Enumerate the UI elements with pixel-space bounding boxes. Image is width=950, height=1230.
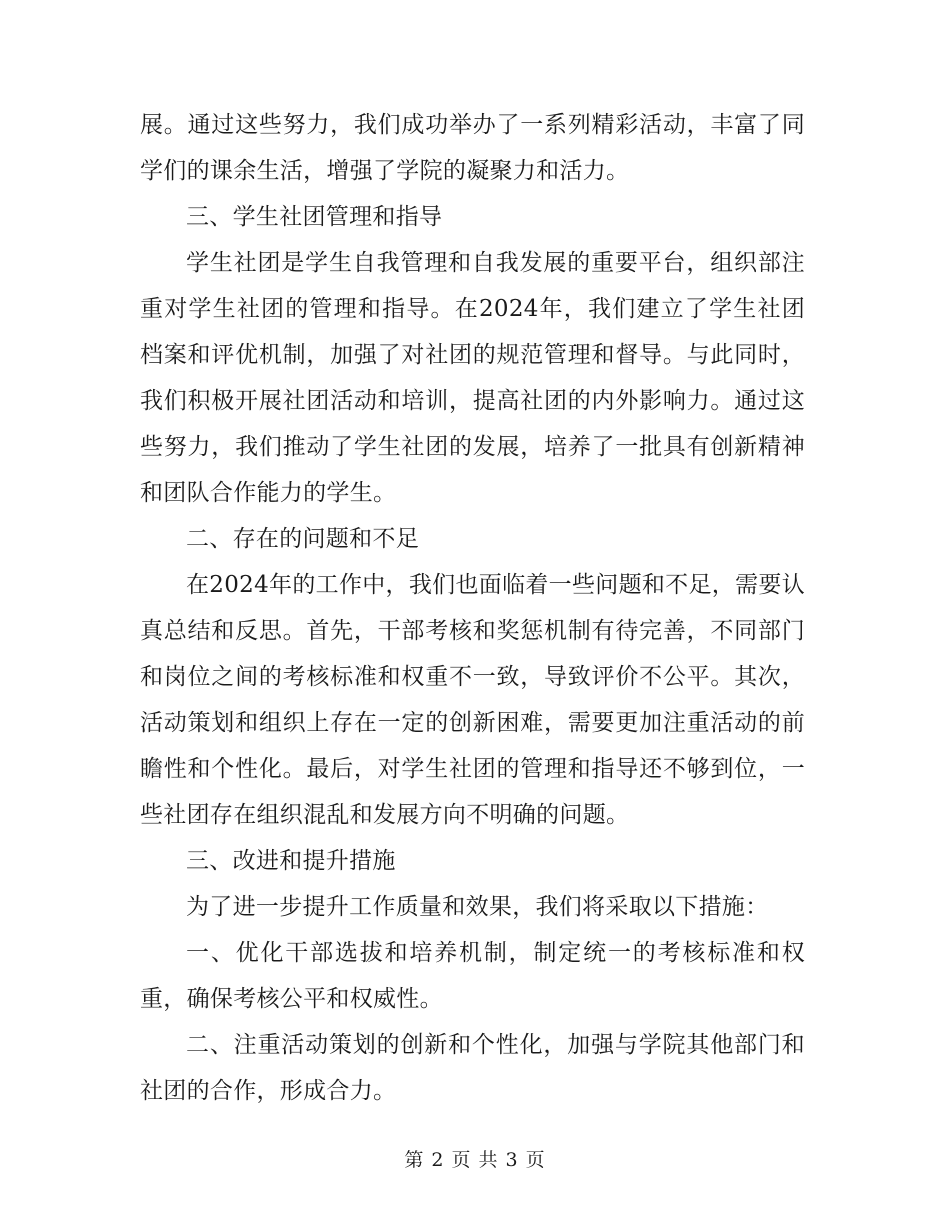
- paragraph-measures-intro: 为了进一步提升工作质量和效果，我们将采取以下措施：: [186, 894, 769, 920]
- paragraph-club-management: 学生社团是学生自我管理和自我发展的重要平台，组织部注重对学生社团的管理和指导。在2024年，我们建立了学生社团档案和评优机制，加强了对社团的规范管理和督导。与此同时，我们积极开展社团活动和培训，提高社团的内外影响力。通过这些努力，我们推动了学生社团的发展，培养了一批具有创新精神和团队合作能力的学生。: [140, 250, 805, 506]
- paragraph-problems: 在2024年的工作中，我们也面临着一些问题和不足，需要认真总结和反思。首先，干部考核和奖惩机制有待完善，不同部门和岗位之间的考核标准和权重不一致，导致评价不公平。其次，活动策划和组织上存在一定的创新困难，需要更加注重活动的前瞻性和个性化。最后，对学生社团的管理和指导还不够到位，一些社团存在组织混乱和发展方向不明确的问题。: [140, 572, 805, 828]
- section-heading-problems: 二、存在的问题和不足: [186, 526, 419, 552]
- paragraph-continuation: 展。通过这些努力，我们成功举办了一系列精彩活动，丰富了同学们的课余生活，增强了学院的凝聚力和活力。: [140, 112, 805, 184]
- section-heading-club-management: 三、学生社团管理和指导: [186, 204, 443, 230]
- paragraph-measure-two: 二、注重活动策划的创新和个性化，加强与学院其他部门和社团的合作，形成合力。: [140, 1032, 805, 1104]
- document-body: [140, 102, 805, 1114]
- section-heading-improvements: 三、改进和提升措施: [186, 848, 396, 874]
- paragraph-measure-one: 一、优化干部选拔和培养机制，制定统一的考核标准和权重，确保考核公平和权威性。: [140, 940, 805, 1012]
- page-number-footer: 第 2 页 共 3 页: [404, 1149, 546, 1171]
